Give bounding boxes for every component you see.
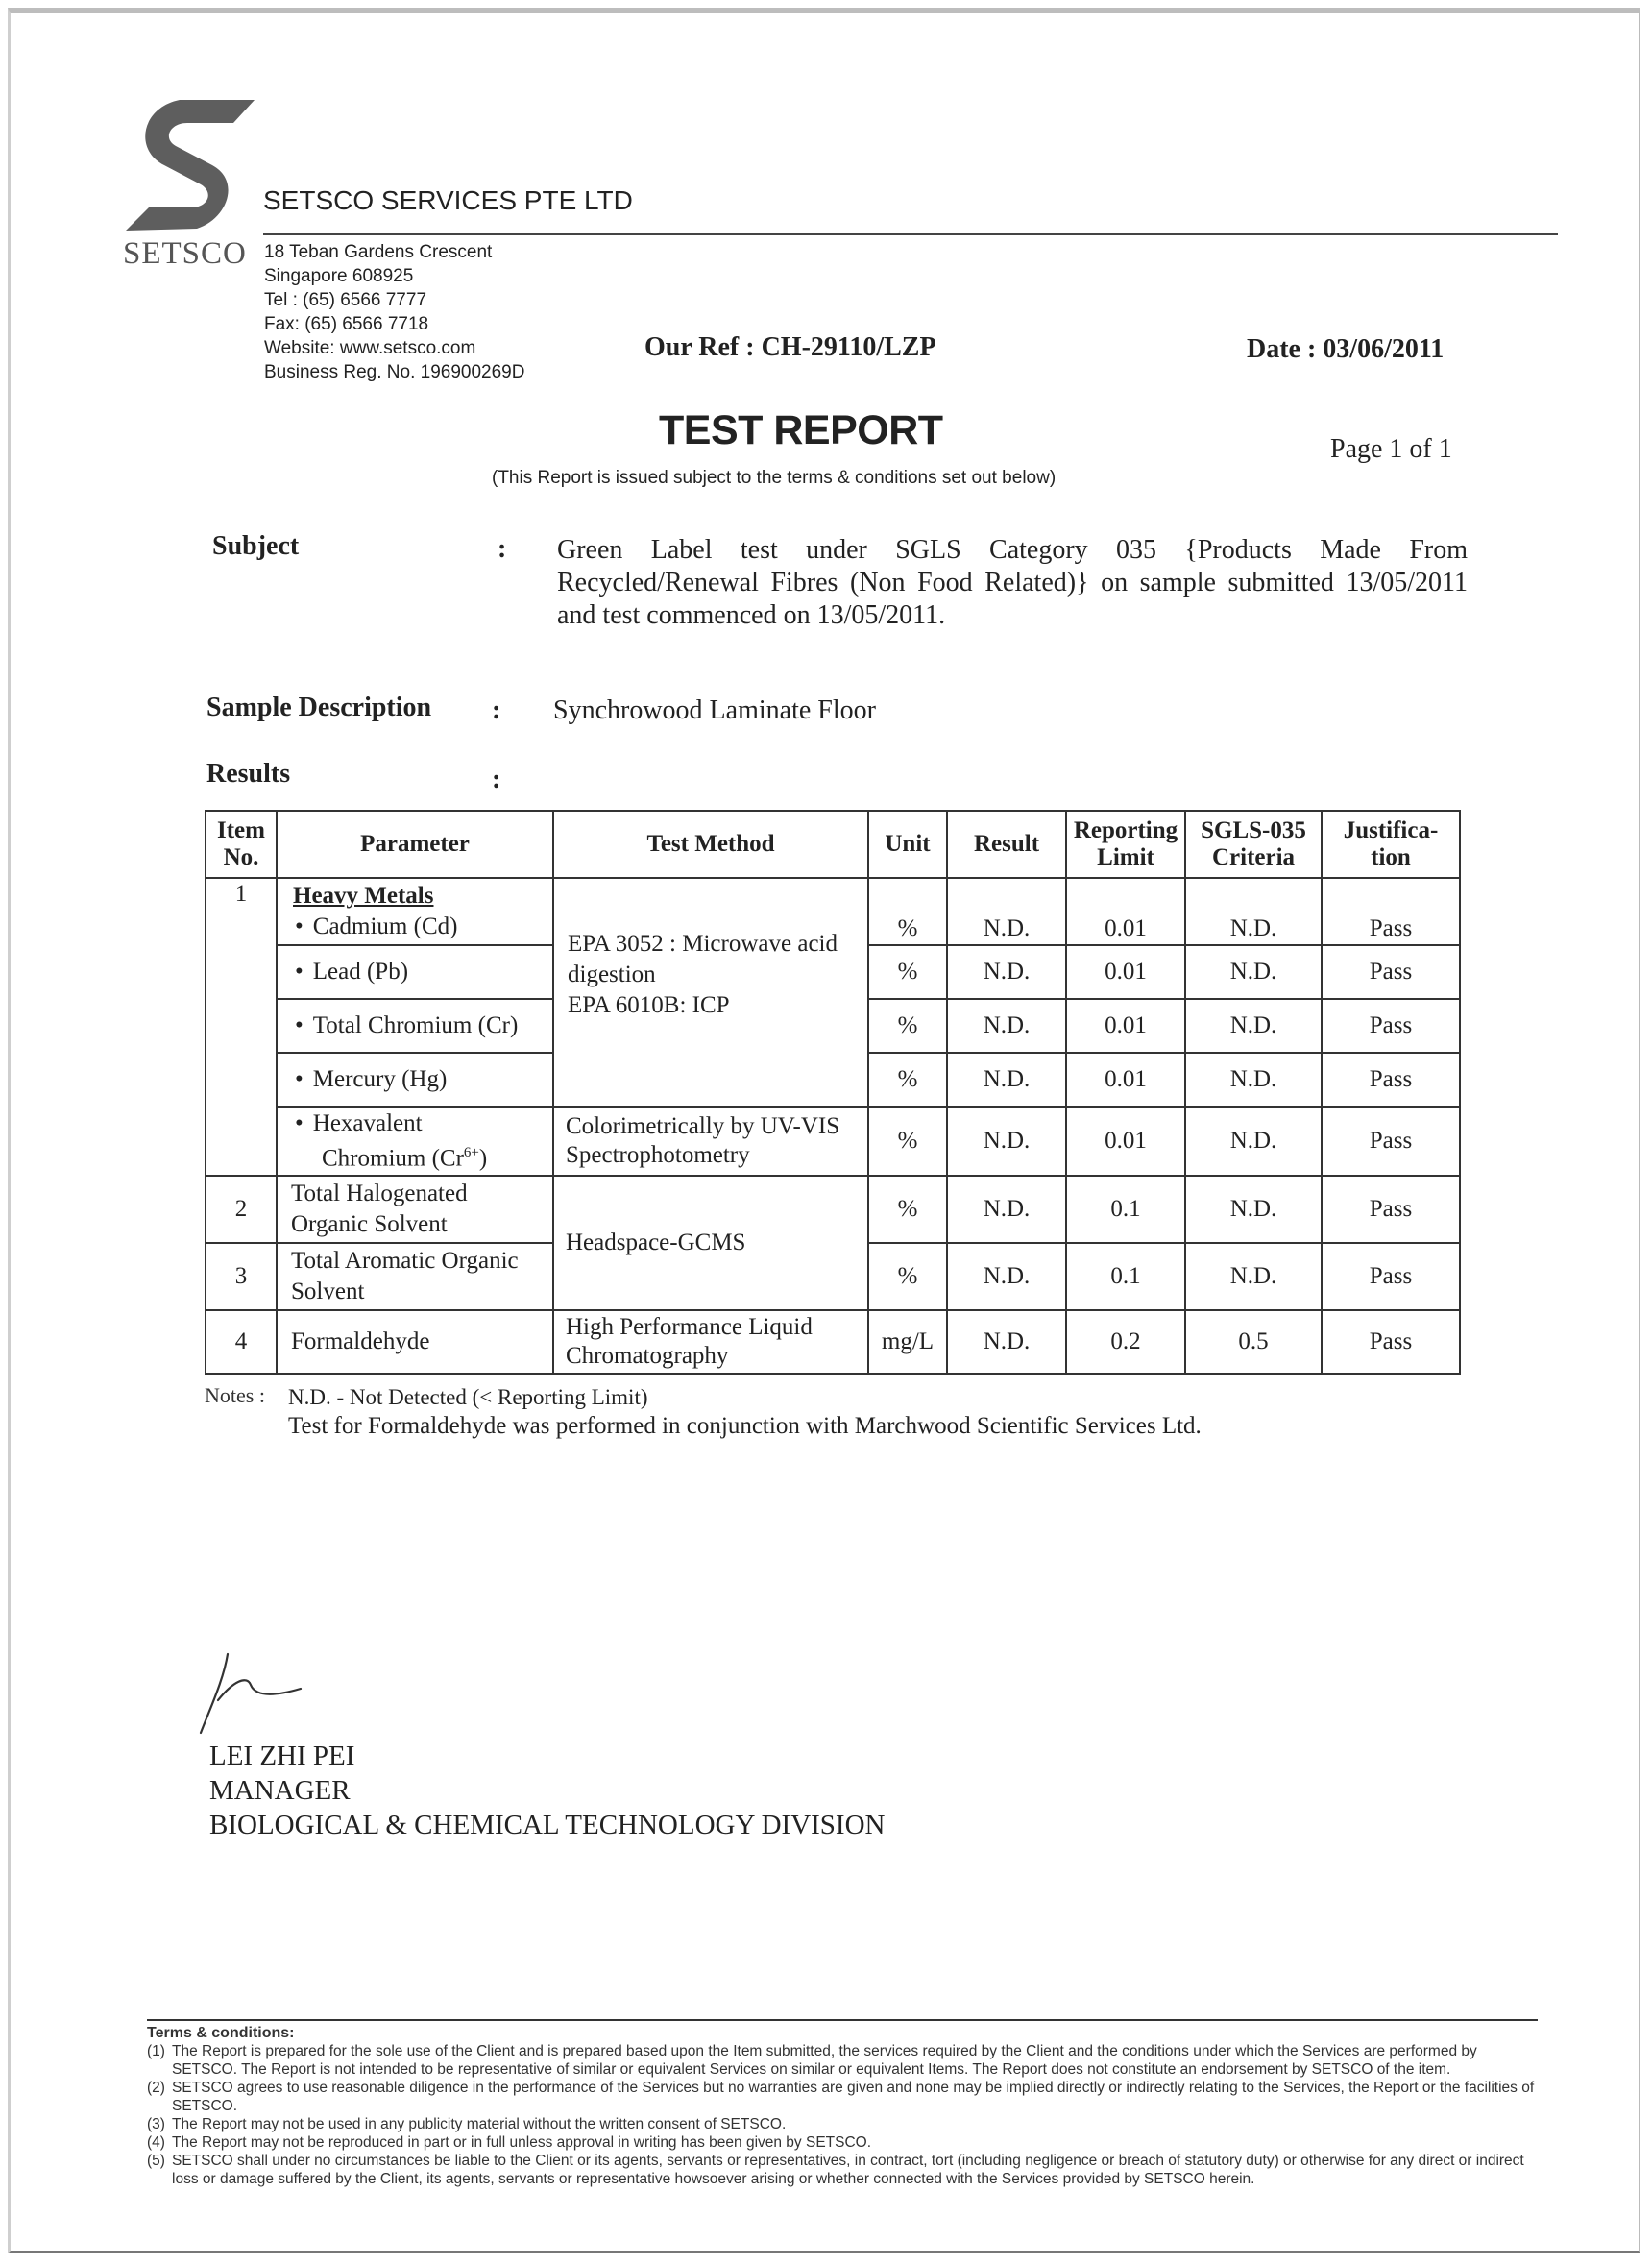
header-test-method: Test Method (553, 811, 868, 878)
note-line-2: Test for Formaldehyde was performed in conjunction with Marchwood Scientific Services Ltd. (288, 1413, 1202, 1439)
header-parameter: Parameter (277, 811, 553, 878)
results-colon: : (492, 765, 501, 794)
cell-criteria: N.D. (1185, 945, 1322, 999)
cell-criteria: N.D. (1185, 1053, 1322, 1107)
cell-unit: % (868, 945, 947, 999)
param-total-chromium: • Total Chromium (Cr) (283, 1012, 518, 1038)
terms-item-number: (5) (147, 2153, 165, 2169)
cell-item-no: 4 (206, 1310, 277, 1374)
header-criteria: SGLS-035 Criteria (1185, 811, 1322, 878)
cell-test-method-hplc: High Performance Liquid Chromatography (553, 1310, 868, 1374)
terms-and-conditions (147, 2024, 1540, 2188)
cell-unit: mg/L (868, 1310, 947, 1374)
cell-criteria: N.D. (1185, 999, 1322, 1053)
header-unit: Unit (868, 811, 947, 878)
cell-test-method-gcms: Headspace-GCMS (553, 1176, 868, 1310)
cell-test-method-epa (553, 878, 868, 1107)
header-justification: Justifica-tion (1322, 811, 1460, 878)
param-hexavalent: • Hexavalent (283, 1109, 547, 1138)
terms-item (147, 2152, 1540, 2188)
cell-item-no: 3 (206, 1243, 277, 1310)
header-item-no: Item No. (206, 811, 277, 878)
cell-limit: 0.01 (1066, 878, 1185, 945)
signatory-block (209, 1739, 885, 1842)
header-result: Result (947, 811, 1066, 878)
address-line: Website: www.setsco.com (264, 338, 476, 358)
cell-justification: Pass (1322, 1053, 1460, 1107)
terms-item (147, 2079, 1540, 2115)
cell-unit: % (868, 1053, 947, 1107)
signature-image (197, 1650, 312, 1737)
cell-criteria: N.D. (1185, 1243, 1322, 1310)
terms-item (147, 2133, 1540, 2152)
terms-item-text: SETSCO shall under no circumstances be liable to the Client or its agents, servants or representatives, in contract, tort (including negligence or breach of statutory duty) or otherwise for any direct or indirect loss or damage suffered by the Client, its agents, servants or representative howsoever arising or whether connected with the Services provided by SETSCO herein. (172, 2153, 1524, 2187)
table-row (206, 1176, 1460, 1243)
terms-item (147, 2115, 1540, 2133)
cell-limit: 0.01 (1066, 1107, 1185, 1176)
issued-note: (This Report is issued subject to the terms & conditions set out below) (492, 468, 1057, 488)
param-hexavalent-sub (283, 1138, 547, 1173)
signatory-name: LEI ZHI PEI (209, 1741, 355, 1771)
page-number: Page 1 of 1 (1330, 434, 1452, 464)
cell-result: N.D. (947, 999, 1066, 1053)
terms-item-text: The Report may not be reproduced in part or in full unless approval in writing has been given by SETSCO. (172, 2134, 872, 2151)
report-title: TEST REPORT (659, 407, 943, 453)
cell-justification: Pass (1322, 999, 1460, 1053)
report-date: Date : 03/06/2011 (1247, 334, 1445, 364)
terms-item-text: SETSCO agrees to use reasonable diligence in the performance of the Services but no warranties are given and none may be implied directly or indirectly relating to the Services, the Report or the facilities of SETSCO. (172, 2080, 1535, 2114)
cell-unit: % (868, 1107, 947, 1176)
address-line: Singapore 608925 (264, 266, 414, 286)
cell-unit: % (868, 1243, 947, 1310)
cell-justification: Pass (1322, 878, 1460, 945)
terms-item-text: The Report may not be used in any publicity material without the written consent of SETSCO. (172, 2116, 787, 2132)
cell-criteria: N.D. (1185, 878, 1322, 945)
param-hexavalent-chromium: Chromium (Cr (322, 1145, 464, 1172)
cell-parameter: Total Aromatic Organic Solvent (277, 1243, 553, 1310)
sample-colon: : (492, 695, 501, 725)
cell-parameter (277, 1053, 553, 1107)
terms-item-number: (1) (147, 2043, 165, 2059)
results-label: Results (206, 759, 291, 789)
cell-limit: 0.1 (1066, 1243, 1185, 1310)
address-line: Business Reg. No. 196900269D (264, 362, 525, 382)
terms-item-number: (2) (147, 2080, 165, 2096)
param-mercury: • Mercury (Hg) (283, 1066, 447, 1092)
cell-justification: Pass (1322, 1107, 1460, 1176)
cell-result: N.D. (947, 1310, 1066, 1374)
cell-test-method-uv: Colorimetrically by UV-VIS Spectrophotometry (553, 1107, 868, 1176)
sample-description-label: Sample Description (206, 693, 432, 722)
param-cadmium: • Cadmium (Cd) (283, 912, 547, 942)
cell-result: N.D. (947, 1243, 1066, 1310)
address-line: 18 Teban Gardens Crescent (264, 242, 493, 262)
cell-item-no: 1 (206, 878, 277, 1176)
terms-item-number: (3) (147, 2116, 165, 2132)
method-epa-6010b: EPA 6010B: ICP (568, 992, 730, 1018)
cell-unit: % (868, 1176, 947, 1243)
cell-result: N.D. (947, 878, 1066, 945)
terms-rule (147, 2019, 1538, 2021)
cell-criteria: N.D. (1185, 1107, 1322, 1176)
cell-justification: Pass (1322, 1176, 1460, 1243)
cell-result: N.D. (947, 945, 1066, 999)
cell-result: N.D. (947, 1053, 1066, 1107)
header-rule (263, 233, 1558, 235)
company-address (264, 240, 524, 384)
cell-parameter (277, 999, 553, 1053)
table-row (206, 878, 1460, 945)
header-reporting-limit: Reporting Limit (1066, 811, 1185, 878)
company-name: SETSCO SERVICES PTE LTD (263, 185, 633, 215)
signatory-division: BIOLOGICAL & CHEMICAL TECHNOLOGY DIVISION (209, 1810, 886, 1840)
terms-item-number: (4) (147, 2134, 165, 2151)
signatory-title: MANAGER (209, 1775, 351, 1806)
cell-parameter: Formaldehyde (277, 1310, 553, 1374)
cell-criteria: 0.5 (1185, 1310, 1322, 1374)
cell-criteria: N.D. (1185, 1176, 1322, 1243)
method-epa-3052: EPA 3052 : Microwave acid digestion (568, 931, 838, 987)
table-row (206, 1310, 1460, 1374)
sample-description-value: Synchrowood Laminate Floor (553, 695, 876, 725)
terms-heading: Terms & conditions: (147, 2025, 295, 2041)
address-line: Tel : (65) 6566 7777 (264, 290, 427, 310)
notes-label: Notes : (205, 1383, 265, 1407)
cell-justification: Pass (1322, 1310, 1460, 1374)
cell-parameter (277, 945, 553, 999)
results-table (205, 810, 1461, 1375)
cell-unit: % (868, 999, 947, 1053)
cell-parameter (277, 1107, 553, 1176)
setsco-logo (120, 96, 255, 232)
param-hexavalent-end: ) (478, 1145, 488, 1172)
cell-limit: 0.2 (1066, 1310, 1185, 1374)
param-hexavalent-sup: 6+ (463, 1145, 479, 1160)
table-row (206, 1107, 1460, 1176)
subject-text: Green Label test under SGLS Category 035 {Products Made From Recycled/Renewal Fibres (Non Food Related)} on sample submitted 13/05/2011 and test commenced on 13/05/2011. (557, 535, 1468, 630)
subject-colon: : (498, 534, 507, 564)
cell-result: N.D. (947, 1107, 1066, 1176)
cell-justification: Pass (1322, 1243, 1460, 1310)
cell-limit: 0.1 (1066, 1176, 1185, 1243)
cell-item-no: 2 (206, 1176, 277, 1243)
cell-parameter (277, 878, 553, 945)
notes-body (288, 1383, 1202, 1441)
table-header-row (206, 811, 1460, 878)
subject-label: Subject (212, 531, 300, 561)
terms-item (147, 2042, 1540, 2079)
cell-unit: % (868, 878, 947, 945)
cell-parameter: Total Halogenated Organic Solvent (277, 1176, 553, 1243)
cell-justification: Pass (1322, 945, 1460, 999)
our-ref: Our Ref : CH-29110/LZP (644, 332, 936, 362)
address-line: Fax: (65) 6566 7718 (264, 314, 429, 334)
cell-limit: 0.01 (1066, 1053, 1185, 1107)
cell-limit: 0.01 (1066, 945, 1185, 999)
logo-wordmark: SETSCO (123, 236, 247, 271)
heavy-metals-heading: Heavy Metals (293, 883, 434, 909)
terms-item-text: The Report is prepared for the sole use of the Client and is prepared based upon the Item submitted, the services required by the Client and the conditions under which the Services are performed by SETSCO. The Report is not intended to be representative of similar or equivalent Services on similar or equivalent Items. The Report does not constitute an endorsement by SETSCO of the item. (172, 2043, 1477, 2078)
cell-limit: 0.01 (1066, 999, 1185, 1053)
cell-result: N.D. (947, 1176, 1066, 1243)
note-line-1: N.D. - Not Detected (< Reporting Limit) (288, 1385, 648, 1409)
param-lead: • Lead (Pb) (283, 959, 408, 985)
